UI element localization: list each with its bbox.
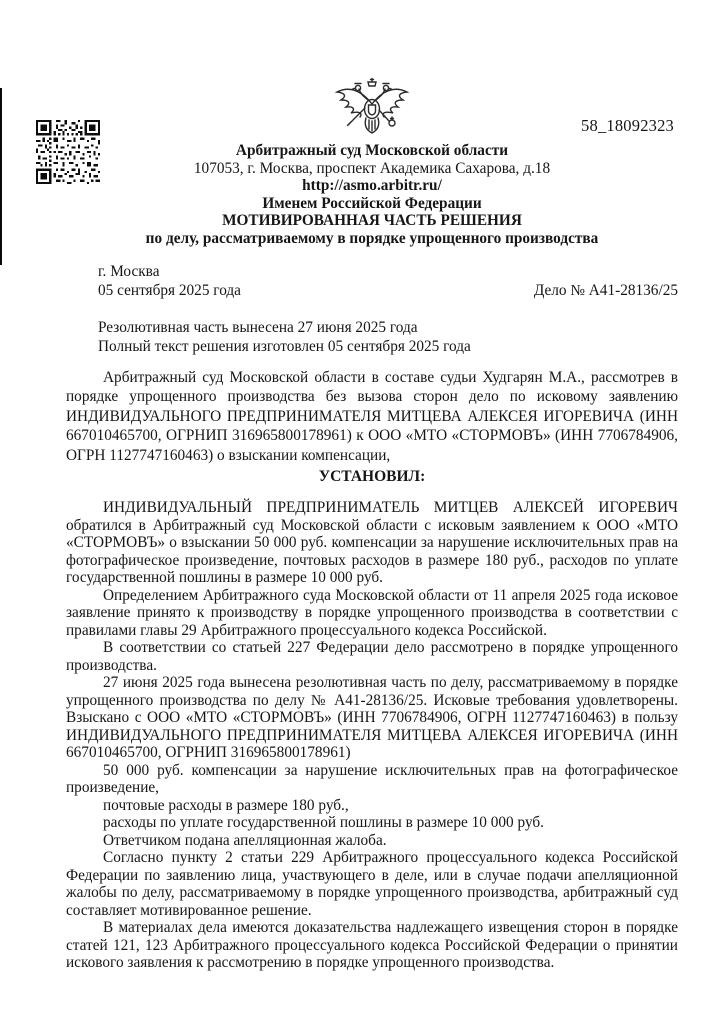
paragraph: Ответчиком подана апелляционная жалоба. [103, 831, 387, 849]
case-number: Дело № А41-28136/25 [533, 282, 678, 299]
city-line: г. Москва [98, 263, 160, 280]
paragraph: ИНДИВИДУАЛЬНЫЙ ПРЕДПРИНИМАТЕЛЬ МИТЦЕВ АЛЕКСЕЙ ИГОРЕВИЧ обратился в Арбитражный суд Московской области с исковым заявлением к ООО «МТО «СТОРМОВЪ» о взыскании 50 000 руб. компенсации за нарушение исключительных прав на фотографическое произведение, почтовых расходов в размере 180 руб., расходов по уплате государственной пошлины в размере 10 000 руб. [66, 499, 678, 587]
resolutive-part-line: Резолютивная часть вынесена 27 июня 2025 года [98, 319, 418, 336]
paragraph: В соответствии со статьей 227 Федерации дело рассмотрено в порядке упрощенного производства. [66, 639, 678, 674]
paragraph: расходы по уплате государственной пошлины в размере 10 000 руб. [103, 814, 545, 832]
paragraph: В материалах дела имеются доказательства надлежащего извещения сторон в порядке статей 121, 123 Арбитражного процессуального кодекса Российской Федерации о принятии искового заявления к рассмотрению в порядке упрощенного производства. [66, 919, 678, 972]
paragraph: почтовые расходы в размере 180 руб., [103, 796, 349, 814]
decision-text [66, 499, 678, 972]
document-header [66, 142, 678, 247]
document-subtitle: по делу, рассматриваемому в порядке упрощенного производства [145, 229, 599, 247]
court-address: 107053, г. Москва, проспект Академика Сахарова, д.18 [193, 159, 551, 177]
spacer [66, 300, 678, 318]
russia-coat-of-arms-emblem [333, 78, 411, 140]
court-url: http://asmo.arbitr.ru/ [302, 177, 442, 194]
document-number: 58_18092323 [581, 116, 674, 135]
qr-code [36, 120, 100, 184]
decision-date: 05 сентября 2025 года [98, 282, 241, 299]
document-title: МОТИВИРОВАННАЯ ЧАСТЬ РЕШЕНИЯ [222, 212, 522, 229]
intro-paragraph: Арбитражный суд Московской области в составе судьи Худгарян М.А., рассмотрев в порядке упрощенного производства без вызова сторон дело по исковому заявлению ИНДИВИДУАЛЬНОГО ПРЕДПРИНИМАТЕЛЯ МИТЦЕВА АЛЕКСЕЯ ИГОРЕВИЧА (ИНН 667010465700, ОГРНИП 316965800178961) к ООО «МТО «СТОРМОВЪ» (ИНН 7706784906, ОГРН 1127747160463) о взыскании компенсации, [66, 369, 678, 464]
scan-edge-artifact [0, 88, 2, 265]
court-name: Арбитражный суд Московской области [235, 142, 509, 159]
court-document-page [0, 78, 712, 1035]
in-name-of-line: Именем Российской Федерации [262, 194, 482, 212]
case-meta [66, 262, 678, 356]
document-body [0, 78, 712, 972]
date-case-row [66, 281, 678, 300]
paragraph: Согласно пункту 2 статьи 229 Арбитражного процессуального кодекса Российской Федерации по заявлению лица, участвующего в деле, или в случае подачи апелляционной жалобы по делу, рассматриваемому в порядке упрощенного производства, арбитражный суд составляет мотивированное решение. [66, 849, 678, 919]
paragraph: Определением Арбитражного суда Московской области от 11 апреля 2025 года исковое заявление принято к производству в порядке упрощенного производства в соответствии с правилами главы 29 Арбитражного процессуального кодекса Российской. [66, 586, 678, 639]
paragraph: 27 июня 2025 года вынесена резолютивная часть по делу, рассматриваемому в порядке упрощенного производства по делу № А41-28136/25. Исковые требования удовлетворены. Взыскано с ООО «МТО «СТОРМОВЪ» (ИНН 7706784906, ОГРН 1127747160463) в пользу ИНДИВИДУАЛЬНОГО ПРЕДПРИНИМАТЕЛЯ МИТЦЕВА АЛЕКСЕЯ ИГОРЕВИЧА (ИНН 667010465700, ОГРНИП 316965800178961) [66, 674, 678, 762]
paragraph: 50 000 руб. компенсации за нарушение исключительных прав на фотографическое произведение, [66, 761, 678, 797]
full-text-line: Полный текст решения изготовлен 05 сентября 2025 года [98, 338, 471, 355]
established-heading: УСТАНОВИЛ: [318, 468, 426, 486]
